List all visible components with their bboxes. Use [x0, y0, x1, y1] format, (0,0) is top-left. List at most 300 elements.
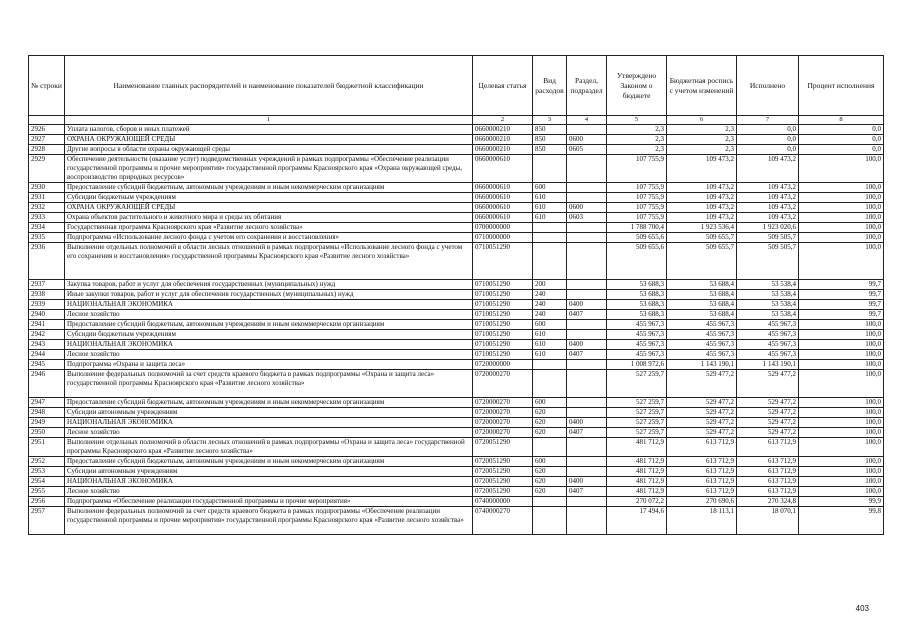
section-cell — [567, 290, 607, 300]
row-number-cell: 2928 — [29, 145, 65, 155]
percent-cell: 100,0 — [799, 370, 884, 398]
expense-type-cell: 610 — [533, 203, 567, 213]
approved-cell: 481 712,9 — [607, 487, 667, 497]
header-section: Раздел, подраздел — [567, 56, 607, 116]
budget-schedule-cell: 53 688,4 — [667, 280, 737, 290]
approved-cell: 53 688,3 — [607, 280, 667, 290]
row-number-cell: 2932 — [29, 203, 65, 213]
executed-cell: 0,0 — [737, 145, 799, 155]
budget-schedule-cell: 509 655,7 — [667, 243, 737, 280]
approved-cell: 455 967,3 — [607, 340, 667, 350]
table-row — [29, 213, 884, 223]
target-article-cell: 0660000210 — [473, 125, 533, 135]
executed-cell: 109 473,2 — [737, 213, 799, 223]
name-cell: Предоставление субсидий бюджетным, автономным учреждениям и иным некоммерческим организациям — [65, 398, 473, 408]
column-number-cell: 3 — [533, 116, 567, 125]
budget-schedule-cell: 509 655,7 — [667, 233, 737, 243]
executed-cell: 18 070,1 — [737, 507, 799, 535]
section-cell — [567, 320, 607, 330]
row-number-cell: 2954 — [29, 477, 65, 487]
table-row — [29, 203, 884, 213]
target-article-cell: 0700000000 — [473, 223, 533, 233]
executed-cell: 53 538,4 — [737, 300, 799, 310]
percent-cell: 99,7 — [799, 280, 884, 290]
expense-type-cell: 600 — [533, 320, 567, 330]
table-row — [29, 398, 884, 408]
approved-cell: 527 259,7 — [607, 418, 667, 428]
executed-cell: 613 712,9 — [737, 457, 799, 467]
budget-schedule-cell: 455 967,3 — [667, 330, 737, 340]
column-number-cell: 1 — [65, 116, 473, 125]
name-cell: Выполнение отдельных полномочий в области лесных отношений в рамках подпрограммы «Использование лесного фонда с учетом его сохранения и восстановления» государственной программы Красноярского края «Развитие лесного хозяйства» — [65, 243, 473, 280]
budget-schedule-cell: 2,3 — [667, 125, 737, 135]
table-row — [29, 467, 884, 477]
table-row — [29, 280, 884, 290]
budget-schedule-cell: 109 473,2 — [667, 183, 737, 193]
executed-cell: 613 712,9 — [737, 467, 799, 477]
row-number-cell: 2938 — [29, 290, 65, 300]
expense-type-cell: 620 — [533, 408, 567, 418]
budget-schedule-cell: 455 967,3 — [667, 340, 737, 350]
row-number-cell: 2929 — [29, 155, 65, 183]
approved-cell: 107 755,9 — [607, 183, 667, 193]
section-cell: 0600 — [567, 203, 607, 213]
target-article-cell: 0740000270 — [473, 507, 533, 535]
target-article-cell: 0710051290 — [473, 280, 533, 290]
section-cell — [567, 330, 607, 340]
budget-schedule-cell: 529 477,2 — [667, 398, 737, 408]
row-number-cell: 2950 — [29, 428, 65, 438]
target-article-cell: 0720000270 — [473, 418, 533, 428]
name-cell: Предоставление субсидий бюджетным, автономным учреждениям и иным некоммерческим организациям — [65, 320, 473, 330]
row-number-cell: 2942 — [29, 330, 65, 340]
name-cell: НАЦИОНАЛЬНАЯ ЭКОНОМИКА — [65, 477, 473, 487]
target-article-cell: 0720051290 — [473, 438, 533, 457]
budget-schedule-cell: 109 473,2 — [667, 155, 737, 183]
percent-cell: 100,0 — [799, 457, 884, 467]
expense-type-cell: 850 — [533, 125, 567, 135]
section-cell: 0407 — [567, 428, 607, 438]
budget-schedule-cell: 613 712,9 — [667, 438, 737, 457]
budget-schedule-cell: 455 967,3 — [667, 320, 737, 330]
executed-cell: 613 712,9 — [737, 487, 799, 497]
section-cell — [567, 398, 607, 408]
target-article-cell: 0720000270 — [473, 370, 533, 398]
approved-cell: 53 688,3 — [607, 290, 667, 300]
executed-cell: 529 477,2 — [737, 418, 799, 428]
row-number-cell: 2955 — [29, 487, 65, 497]
executed-cell: 53 538,4 — [737, 280, 799, 290]
expense-type-cell: 620 — [533, 487, 567, 497]
percent-cell: 100,0 — [799, 155, 884, 183]
target-article-cell: 0660000210 — [473, 145, 533, 155]
target-article-cell: 0710051290 — [473, 350, 533, 360]
name-cell: ОХРАНА ОКРУЖАЮЩЕЙ СРЕДЫ — [65, 203, 473, 213]
header-target-article: Целевая статья — [473, 56, 533, 116]
column-number-cell: 8 — [799, 116, 884, 125]
name-cell: ОХРАНА ОКРУЖАЮЩЕЙ СРЕДЫ — [65, 135, 473, 145]
approved-cell: 107 755,9 — [607, 193, 667, 203]
name-cell: НАЦИОНАЛЬНАЯ ЭКОНОМИКА — [65, 300, 473, 310]
table-row — [29, 428, 884, 438]
executed-cell: 53 538,4 — [737, 290, 799, 300]
executed-cell: 509 505,7 — [737, 233, 799, 243]
budget-schedule-cell: 1 143 190,1 — [667, 360, 737, 370]
section-cell — [567, 155, 607, 183]
executed-cell: 455 967,3 — [737, 330, 799, 340]
table-row — [29, 330, 884, 340]
row-number-cell: 2931 — [29, 193, 65, 203]
row-number-cell: 2937 — [29, 280, 65, 290]
percent-cell: 100,0 — [799, 477, 884, 487]
expense-type-cell: 240 — [533, 290, 567, 300]
header-name: Наименование главных распорядителей и наименование показателей бюджетной классификации — [65, 56, 473, 116]
percent-cell: 0,0 — [799, 125, 884, 135]
executed-cell: 0,0 — [737, 125, 799, 135]
section-cell: 0400 — [567, 300, 607, 310]
table-row — [29, 370, 884, 398]
row-number-cell: 2935 — [29, 233, 65, 243]
approved-cell: 2,3 — [607, 145, 667, 155]
percent-cell: 100,0 — [799, 330, 884, 340]
name-cell: Лесное хозяйство — [65, 310, 473, 320]
expense-type-cell — [533, 223, 567, 233]
row-number-cell: 2945 — [29, 360, 65, 370]
percent-cell: 100,0 — [799, 320, 884, 330]
approved-cell: 107 755,9 — [607, 203, 667, 213]
section-cell — [567, 183, 607, 193]
budget-schedule-cell: 613 712,9 — [667, 457, 737, 467]
percent-cell: 99,7 — [799, 310, 884, 320]
approved-cell: 455 967,3 — [607, 320, 667, 330]
section-cell: 0400 — [567, 340, 607, 350]
table-row — [29, 125, 884, 135]
table-row — [29, 193, 884, 203]
name-cell: Закупка товаров, работ и услуг для обеспечения государственных (муниципальных) нужд — [65, 280, 473, 290]
name-cell: Охрана объектов растительного и животного мира и среды их обитания — [65, 213, 473, 223]
expense-type-cell: 600 — [533, 398, 567, 408]
table-row — [29, 135, 884, 145]
table-row — [29, 290, 884, 300]
row-number-cell: 2948 — [29, 408, 65, 418]
section-cell — [567, 370, 607, 398]
executed-cell: 455 967,3 — [737, 350, 799, 360]
row-number-cell: 2943 — [29, 340, 65, 350]
approved-cell: 455 967,3 — [607, 330, 667, 340]
executed-cell: 613 712,9 — [737, 438, 799, 457]
target-article-cell: 0720000270 — [473, 398, 533, 408]
expense-type-cell — [533, 243, 567, 280]
section-cell — [567, 507, 607, 535]
name-cell: НАЦИОНАЛЬНАЯ ЭКОНОМИКА — [65, 418, 473, 428]
approved-cell: 509 655,6 — [607, 243, 667, 280]
table-body — [29, 125, 884, 535]
section-cell — [567, 457, 607, 467]
target-article-cell: 0660000610 — [473, 203, 533, 213]
expense-type-cell: 610 — [533, 350, 567, 360]
target-article-cell: 0710051290 — [473, 290, 533, 300]
expense-type-cell: 200 — [533, 280, 567, 290]
table-row — [29, 320, 884, 330]
row-number-cell: 2951 — [29, 438, 65, 457]
header-expense-type: Вид расходов — [533, 56, 567, 116]
percent-cell: 100,0 — [799, 223, 884, 233]
expense-type-cell: 610 — [533, 330, 567, 340]
table-row — [29, 408, 884, 418]
approved-cell: 481 712,9 — [607, 477, 667, 487]
budget-schedule-cell: 18 113,1 — [667, 507, 737, 535]
section-cell: 0407 — [567, 310, 607, 320]
section-cell: 0400 — [567, 418, 607, 428]
row-number-cell: 2927 — [29, 135, 65, 145]
percent-cell: 100,0 — [799, 243, 884, 280]
name-cell: Субсидии бюджетным учреждениям — [65, 330, 473, 340]
percent-cell: 100,0 — [799, 398, 884, 408]
executed-cell: 1 143 190,1 — [737, 360, 799, 370]
target-article-cell: 0710051290 — [473, 300, 533, 310]
percent-cell: 0,0 — [799, 135, 884, 145]
table-row — [29, 223, 884, 233]
approved-cell: 2,3 — [607, 135, 667, 145]
approved-cell: 509 655,6 — [607, 233, 667, 243]
percent-cell: 99,7 — [799, 300, 884, 310]
expense-type-cell: 240 — [533, 300, 567, 310]
percent-cell: 100,0 — [799, 203, 884, 213]
expense-type-cell: 620 — [533, 467, 567, 477]
target-article-cell: 0720000270 — [473, 428, 533, 438]
target-article-cell: 0660000610 — [473, 183, 533, 193]
row-number-cell: 2936 — [29, 243, 65, 280]
percent-cell: 100,0 — [799, 428, 884, 438]
header-row-number: № строки — [29, 56, 65, 116]
section-cell — [567, 193, 607, 203]
row-number-cell: 2926 — [29, 125, 65, 135]
expense-type-cell — [533, 155, 567, 183]
section-cell — [567, 467, 607, 477]
row-number-cell: 2930 — [29, 183, 65, 193]
executed-cell: 0,0 — [737, 135, 799, 145]
target-article-cell: 0740000000 — [473, 497, 533, 507]
expense-type-cell: 610 — [533, 193, 567, 203]
page-number: 403 — [855, 604, 869, 613]
percent-cell: 100,0 — [799, 438, 884, 457]
percent-cell: 100,0 — [799, 487, 884, 497]
table-row — [29, 233, 884, 243]
header-approved: Утверждено Законом о бюджете — [607, 56, 667, 116]
name-cell: Подпрограмма «Обеспечение реализации государственной программы и прочие мероприятия» — [65, 497, 473, 507]
target-article-cell: 0720000000 — [473, 360, 533, 370]
target-article-cell: 0710000000 — [473, 233, 533, 243]
budget-schedule-cell: 529 477,2 — [667, 418, 737, 428]
name-cell: НАЦИОНАЛЬНАЯ ЭКОНОМИКА — [65, 340, 473, 350]
executed-cell: 1 923 020,6 — [737, 223, 799, 233]
section-cell — [567, 408, 607, 418]
budget-execution-table — [28, 55, 884, 535]
target-article-cell: 0660000610 — [473, 155, 533, 183]
percent-cell: 100,0 — [799, 233, 884, 243]
executed-cell: 109 473,2 — [737, 183, 799, 193]
row-number-cell: 2944 — [29, 350, 65, 360]
row-number-cell: 2941 — [29, 320, 65, 330]
budget-schedule-cell: 529 477,2 — [667, 428, 737, 438]
executed-cell: 529 477,2 — [737, 428, 799, 438]
table-row — [29, 300, 884, 310]
section-cell — [567, 243, 607, 280]
row-number-cell: 2934 — [29, 223, 65, 233]
budget-schedule-cell: 53 688,4 — [667, 290, 737, 300]
table-row — [29, 310, 884, 320]
table-row — [29, 507, 884, 535]
target-article-cell: 0720051290 — [473, 457, 533, 467]
table-row — [29, 350, 884, 360]
header-executed: Исполнено — [737, 56, 799, 116]
approved-cell: 107 755,9 — [607, 155, 667, 183]
approved-cell: 1 008 972,6 — [607, 360, 667, 370]
section-cell — [567, 497, 607, 507]
expense-type-cell: 620 — [533, 477, 567, 487]
target-article-cell: 0710051290 — [473, 330, 533, 340]
row-number-cell: 2947 — [29, 398, 65, 408]
name-cell: Подпрограмма «Охрана и защита леса» — [65, 360, 473, 370]
table-row — [29, 360, 884, 370]
table-row — [29, 145, 884, 155]
percent-cell: 100,0 — [799, 193, 884, 203]
name-cell: Обеспечение деятельности (оказание услуг) подведомственных учреждений в рамках подпрограммы «Обеспечение реализации государственной программы и прочие мероприятия» государственной программы Красноярского края «Охрана окружающей среды, воспроизводство природных ресурсов» — [65, 155, 473, 183]
name-cell: Субсидии бюджетным учреждениям — [65, 193, 473, 203]
header-percent: Процент исполнения — [799, 56, 884, 116]
expense-type-cell — [533, 507, 567, 535]
approved-cell: 17 494,6 — [607, 507, 667, 535]
budget-schedule-cell: 2,3 — [667, 145, 737, 155]
column-number-row — [29, 116, 884, 125]
row-number-cell: 2953 — [29, 467, 65, 477]
expense-type-cell: 620 — [533, 428, 567, 438]
budget-schedule-cell: 613 712,9 — [667, 467, 737, 477]
approved-cell: 455 967,3 — [607, 350, 667, 360]
row-number-cell: 2946 — [29, 370, 65, 398]
section-cell — [567, 360, 607, 370]
column-number-cell: 2 — [473, 116, 533, 125]
target-article-cell: 0710051290 — [473, 243, 533, 280]
approved-cell: 527 259,7 — [607, 408, 667, 418]
table-row — [29, 477, 884, 487]
approved-cell: 527 259,7 — [607, 428, 667, 438]
budget-schedule-cell: 53 688,4 — [667, 310, 737, 320]
target-article-cell: 0660000210 — [473, 135, 533, 145]
row-number-cell: 2952 — [29, 457, 65, 467]
budget-schedule-cell: 109 473,2 — [667, 193, 737, 203]
target-article-cell: 0720000270 — [473, 408, 533, 418]
percent-cell: 100,0 — [799, 340, 884, 350]
approved-cell: 481 712,9 — [607, 438, 667, 457]
executed-cell: 529 477,2 — [737, 408, 799, 418]
expense-type-cell — [533, 497, 567, 507]
section-cell: 0600 — [567, 135, 607, 145]
executed-cell: 53 538,4 — [737, 310, 799, 320]
expense-type-cell: 610 — [533, 213, 567, 223]
executed-cell: 455 967,3 — [737, 320, 799, 330]
section-cell: 0407 — [567, 350, 607, 360]
table-row — [29, 457, 884, 467]
expense-type-cell: 610 — [533, 340, 567, 350]
budget-schedule-cell: 455 967,3 — [667, 350, 737, 360]
budget-schedule-cell: 109 473,2 — [667, 213, 737, 223]
row-number-cell: 2956 — [29, 497, 65, 507]
table-row — [29, 155, 884, 183]
percent-cell: 99,9 — [799, 497, 884, 507]
executed-cell: 109 473,2 — [737, 193, 799, 203]
section-cell — [567, 233, 607, 243]
percent-cell: 100,0 — [799, 183, 884, 193]
table-row — [29, 243, 884, 280]
approved-cell: 53 688,3 — [607, 310, 667, 320]
section-cell — [567, 280, 607, 290]
approved-cell: 527 259,7 — [607, 398, 667, 408]
name-cell: Выполнение федеральных полномочий за счет средств краевого бюджета в рамках подпрограммы «Обеспечение реализации государственной программы и прочие мероприятия» государственной программы Красноярского края «Развитие лесного хозяйства» — [65, 507, 473, 535]
name-cell: Лесное хозяйство — [65, 487, 473, 497]
expense-type-cell: 600 — [533, 457, 567, 467]
budget-schedule-cell: 1 923 536,4 — [667, 223, 737, 233]
column-number-cell: 7 — [737, 116, 799, 125]
executed-cell: 509 505,7 — [737, 243, 799, 280]
column-number-cell — [29, 116, 65, 125]
table-row — [29, 183, 884, 193]
table-row — [29, 497, 884, 507]
approved-cell: 2,3 — [607, 125, 667, 135]
budget-schedule-cell: 270 690,6 — [667, 497, 737, 507]
percent-cell: 0,0 — [799, 145, 884, 155]
section-cell: 0407 — [567, 487, 607, 497]
section-cell — [567, 125, 607, 135]
table-row — [29, 487, 884, 497]
name-cell: Субсидии автономным учреждениям — [65, 467, 473, 477]
target-article-cell: 0720051290 — [473, 487, 533, 497]
row-number-cell: 2949 — [29, 418, 65, 428]
executed-cell: 613 712,9 — [737, 477, 799, 487]
column-number-cell: 4 — [567, 116, 607, 125]
budget-schedule-cell: 613 712,9 — [667, 477, 737, 487]
table-row — [29, 438, 884, 457]
percent-cell: 100,0 — [799, 213, 884, 223]
expense-type-cell: 600 — [533, 183, 567, 193]
target-article-cell: 0710051290 — [473, 320, 533, 330]
row-number-cell: 2957 — [29, 507, 65, 535]
name-cell: Уплата налогов, сборов и иных платежей — [65, 125, 473, 135]
budget-schedule-cell: 2,3 — [667, 135, 737, 145]
percent-cell: 100,0 — [799, 360, 884, 370]
budget-schedule-cell: 109 473,2 — [667, 203, 737, 213]
target-article-cell: 0720051290 — [473, 467, 533, 477]
expense-type-cell — [533, 233, 567, 243]
percent-cell: 99,8 — [799, 507, 884, 535]
executed-cell: 109 473,2 — [737, 155, 799, 183]
approved-cell: 481 712,9 — [607, 457, 667, 467]
name-cell: Лесное хозяйство — [65, 428, 473, 438]
percent-cell: 100,0 — [799, 408, 884, 418]
expense-type-cell — [533, 438, 567, 457]
name-cell: Предоставление субсидий бюджетным, автономным учреждениям и иным некоммерческим организациям — [65, 183, 473, 193]
approved-cell: 270 072,2 — [607, 497, 667, 507]
target-article-cell: 0710051290 — [473, 340, 533, 350]
executed-cell: 270 324,8 — [737, 497, 799, 507]
section-cell — [567, 438, 607, 457]
row-number-cell: 2933 — [29, 213, 65, 223]
approved-cell: 481 712,9 — [607, 467, 667, 477]
budget-schedule-cell: 529 477,2 — [667, 408, 737, 418]
section-cell: 0603 — [567, 213, 607, 223]
header-budget-schedule: Бюджетная роспись с учетом изменений — [667, 56, 737, 116]
budget-schedule-cell: 613 712,9 — [667, 487, 737, 497]
